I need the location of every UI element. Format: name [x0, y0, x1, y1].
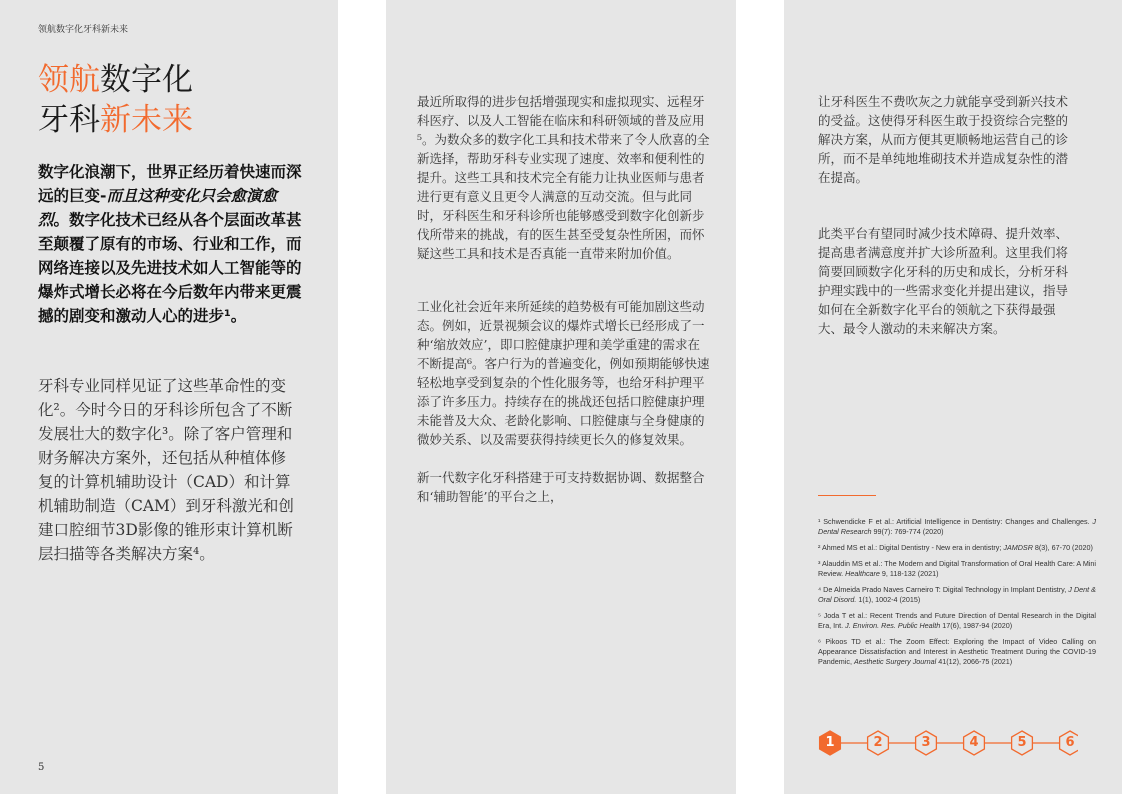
column3-paragraph-2: 此类平台有望同时减少技术障碍、提升效率、提高患者满意度并扩大诊所盈利。这里我们将简要回顾数字化牙科的历史和成长，分析牙科护理实践中的一些需求变化并提出建议，指导如何在全新数字化平台的领航之下获得最强大、最令人激动的未来解决方案。: [818, 226, 1069, 336]
footnote-4-tail: 1(1), 1002-4 (2015): [856, 595, 921, 604]
footnote-5-journal: J. Environ. Res. Public Health: [845, 621, 941, 630]
lead-text-1: 数字化浪潮下，世界正经历着快速而深远的巨变-: [38, 163, 302, 205]
pager-page-2[interactable]: 2: [873, 735, 883, 750]
column2-paragraph-1: 最近所取得的进步包括增强现实和虚拟现实、远程牙科医疗、以及人工智能在临床和科研领域的普及应用⁵。为数众多的数字化工具和技术带来了令人欣喜的全新选择，帮助牙科专业实现了速度、效率和便利性的提升。这些工具和技术完全有能力让执业医师与患者进行更有意义且更令人满意的互动交流。但与此同时，牙科医生和牙科诊所也能够感受到数字化创新步伐所带来的挑战，有的医生甚至受复杂性所困，而怀疑这些工具和技术是否真能一直带来附加价值。: [417, 94, 710, 261]
footnote-6-tail: 41(12), 2066-75 (2021): [936, 657, 1013, 666]
column3-paragraph-1: 让牙科医生不费吹灰之力就能享受到新兴技术的受益。这使得牙科医生敢于投资综合完整的解决方案，从而方便其更顺畅地运营自己的诊所，而不是单纯地堆砌技术并造成复杂性的潜在提高。: [818, 94, 1069, 185]
footnote-5-text: ⁵ Joda T et al.: Recent Trends and Future Direction of Dental Research in the Digital Era, Int.: [818, 611, 1096, 630]
footnote-2-text: ² Ahmed MS et al.: Digital Dentistry - New era in dentistry;: [818, 543, 1004, 552]
footnote-6-journal: Aesthetic Surgery Journal: [853, 657, 937, 666]
page-column-3: [784, 0, 1122, 794]
footnote-6: [818, 637, 1096, 667]
footnote-3-tail: 9, 118-132 (2021): [879, 569, 939, 578]
footnote-6-text: ⁶ Pikoos TD et al.: The Zoom Effect: Exploring the Impact of Video Calling on Appearance Dissatisfaction and Interest in Aesthetic Treatment During the COVID-19 Pandemic,: [818, 637, 1096, 666]
lead-italic: 而且这种变化只会愈演愈烈: [38, 187, 277, 229]
pager-page-1[interactable]: 1: [825, 735, 835, 750]
footnote-2-journal: JAMDSR: [1003, 543, 1033, 552]
column1-paragraph: 牙科专业同样见证了这些革命性的变化²。今时今日的牙科诊所包含了不断发展壮大的数字化³。除了客户管理和财务解决方案外，还包括从种植体修复的计算机辅助设计（CAD）和计算机辅助制造（CAM）到牙科激光和创建口腔细节3D影像的锥形束计算机断层扫描等各类解决方案⁴。: [38, 377, 294, 563]
footnote-5-tail: 17(6), 1987-94 (2020): [940, 621, 1013, 630]
footnote-5: [818, 611, 1096, 631]
pager-page-4[interactable]: 4: [969, 735, 979, 750]
title-part-2: 牙科: [38, 102, 100, 138]
page-column-2: [386, 0, 736, 794]
lead-paragraph: [38, 160, 304, 328]
footnote-1-journal: J Dental Research: [818, 517, 1096, 536]
page-title: [38, 60, 193, 140]
footnote-divider: [818, 495, 876, 496]
pager-page-6[interactable]: 6: [1065, 735, 1075, 750]
page-navigator: [818, 730, 1078, 756]
title-accent-1: 领航: [38, 62, 100, 98]
page-column-1: [0, 0, 338, 794]
footnote-4-journal: J Dent & Oral Disord.: [818, 585, 1096, 604]
footnote-1-text: ¹ Schwendicke F et al.: Artificial Intelligence in Dentistry: Changes and Challenges.: [818, 517, 1093, 526]
footnote-4: [818, 585, 1096, 605]
footnotes: [818, 517, 1096, 673]
page-number: 5: [38, 762, 45, 773]
pager-page-3[interactable]: 3: [921, 735, 931, 750]
column2-paragraph-3: 新一代数字化牙科搭建于可支持数据协调、数据整合和‘辅助智能’的平台之上，: [417, 470, 705, 504]
column2-paragraph-2: 工业化社会近年来所延续的趋势极有可能加剧这些动态。例如，近景视频会议的爆炸式增长已经形成了一种‘缩放效应’，即口腔健康护理和美学重建的需求在不断提高⁶。客户行为的普遍变化，例如预期能够快速轻松地享受到复杂的个性化服务等，也给牙科护理平添了许多压力。持续存在的挑战还包括口腔健康护理未能普及大众、老龄化影响、口腔健康与全身健康的微妙关系、以及需要获得持续更长久的修复效果。: [417, 299, 710, 447]
title-accent-2: 新未来: [100, 102, 193, 138]
footnote-1: [818, 517, 1096, 537]
footnote-4-text: ⁴ De Almeida Prado Naves Carneiro T: Digital Technology in Implant Dentistry,: [818, 585, 1069, 594]
footnote-3-journal: Healthcare: [845, 569, 880, 578]
footnote-2: [818, 543, 1096, 553]
lead-text-2: 。数字化技术已经从各个层面改革甚至颠覆了原有的市场、行业和工作，而网络连接以及先进技术如人工智能等的爆炸式增长必将在今后数年内带来更震撼的剧变和激动人心的进步¹。: [38, 211, 302, 325]
footnote-1-tail: 99(7): 769-774 (2020): [871, 527, 944, 536]
running-head: 领航数字化牙科新未来: [38, 25, 129, 35]
footnote-2-tail: 8(3), 67-70 (2020): [1032, 543, 1093, 552]
pager-graphic: [818, 730, 1078, 756]
pager-page-5[interactable]: 5: [1017, 735, 1027, 750]
title-part-1: 数字化: [100, 62, 193, 98]
footnote-3-text: ³ Alauddin MS et al.: The Modern and Digital Transformation of Oral Health Care: A Mini Review.: [818, 559, 1096, 578]
footnote-3: [818, 559, 1096, 579]
